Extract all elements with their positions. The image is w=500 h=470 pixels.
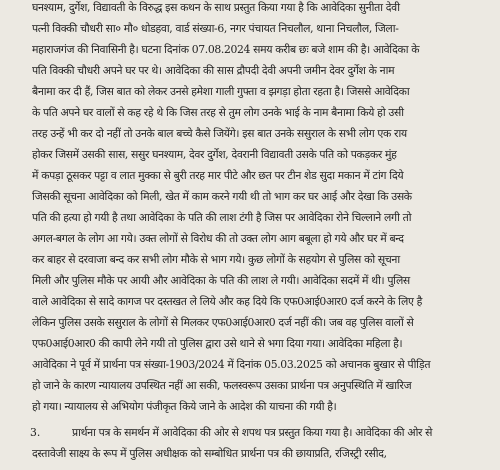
text-line-10: जिसकी सूचना आवेदिका को मिली, खेत में काम करने गयी थी तो भाग कर घर आई और देखा कि उसके bbox=[32, 190, 412, 203]
text-line-6: के पति अपने घर वालों से कह रहे थे कि जिस तरह से तुम लोग उनके भाई के नाम बैनामा किये हो उसी bbox=[32, 106, 404, 119]
paragraph-3-line-1: प्रार्थना पत्र के समर्थन में आवेदिका की ओर से शपथ पत्र प्रस्तुत किया गया है। आवेदिका की ओर से bbox=[72, 426, 433, 439]
text-line-3: महाराजगंज की निवासिनी है। घटना दिनांक 07.08.2024 समय करीब छः बजे शाम की है। आवेदिका के bbox=[32, 43, 420, 56]
paragraph-3-line-2: दस्तावेजी साक्ष्य के रूप में पुलिस अधीक्षक को सम्बोधित प्रार्थना पत्र की छायाप्रति, रजिस्ट्री रसीद, bbox=[32, 447, 387, 460]
text-line-5: बैनामा कर दी हैं, जिस बात को लेकर उनसे हमेशा गाली गुफ्ता व झगड़ा होता रहता है। जिससे आवेदिका bbox=[32, 85, 410, 98]
text-line-2: पत्नी विक्की चौधरी सा० मौ० धोडहवा, वार्ड संख्या-6, नगर पंचायत निचलौल, थाना निचलौल, जिला- bbox=[32, 22, 399, 35]
text-line-1: घनश्याम, दुर्गेश, विद्यावती के विरुद्ध इस कथन के साथ प्रस्तुत किया गया है कि आवेदिका सुनीता देवी bbox=[32, 1, 400, 14]
text-line-12: अगल-बगल के लोग आ गये। उक्त लोगों से विरोध की तो उक्त लोग आग बबूला हो गये और घर में बन्द bbox=[32, 232, 404, 245]
text-line-11: पति की हत्या हो गयी है तथा आवेदिका के पति की लाश टंगी है जिस पर आवेदिका रोने चिल्लाने लगी तो bbox=[32, 211, 412, 224]
text-line-7: तरह उन्हें भी कर दो नहीं तो उनके बाल बच्चे कैसे जियेंगे। इस बात उनके ससुराल के सभी लोग एक राय bbox=[32, 127, 407, 140]
text-line-9: में कपड़ा ठूसकर पट्टा व लात मुक्का से बुरी तरह मार पीटे और छत पर टीन शेड सुदा मकान में टांग दिये bbox=[32, 169, 404, 182]
text-line-8: होकर जिसमें उसकी सास, ससुर घनश्याम, देवर दुर्गेश, देवरानी विद्यावती उसके पति को पकड़कर मुंह bbox=[32, 148, 397, 161]
text-line-19: हो जाने के कारण न्यायालय उपस्थित नहीं आ सकी, फलस्वरूप उसका प्रार्थना पत्र अनुपस्थिति में खारिज bbox=[32, 379, 412, 392]
text-line-18: आवेदिका ने पूर्व में प्रार्थना पत्र संख्या-1903/2024 में दिनांक 05.03.2025 को अचानक बुखार से पीड़ित bbox=[32, 358, 431, 371]
paragraph-number: 3. bbox=[30, 426, 41, 439]
text-line-20: हो गया। न्यायालय से अभियोग पंजीकृत किये जाने के आदेश की याचना की गयी है। bbox=[32, 400, 337, 413]
text-line-13: कर बाहर से दरवाजा बन्द कर सभी लोग मौके से भाग गये। कुछ लोगों के सहयोग से पुलिस को सूचना bbox=[32, 253, 400, 266]
text-line-15: वाले आवेदिका से सादे कागज पर दस्तखत ले लिये और कह दिये कि एफ0आई0आर0 दर्ज करने के लिए है bbox=[32, 295, 423, 308]
text-line-16: लेकिन पुलिस उसके ससुराल के लोगों से मिलकर एफ0आई0आर0 दर्ज नहीं की। जब वह पुलिस वालों से bbox=[32, 316, 414, 329]
text-line-4: पति विक्की चौधरी अपने घर पर थे। आवेदिका की सास द्रौपदी देवी अपनी जमीन देवर दुर्गेश के नाम bbox=[32, 64, 395, 77]
text-line-17: एफ0आई0आर0 की कापी लेने गयी तो पुलिस द्वारा उसे थाने से भगा दिया गया। आवेदिका महिला है। bbox=[32, 337, 403, 350]
text-line-14: मिली और पुलिस मौके पर आयी और आवेदिका के पति की लाश ले गयी। आवेदिका सदमें में थी। पुलिस bbox=[32, 274, 410, 287]
